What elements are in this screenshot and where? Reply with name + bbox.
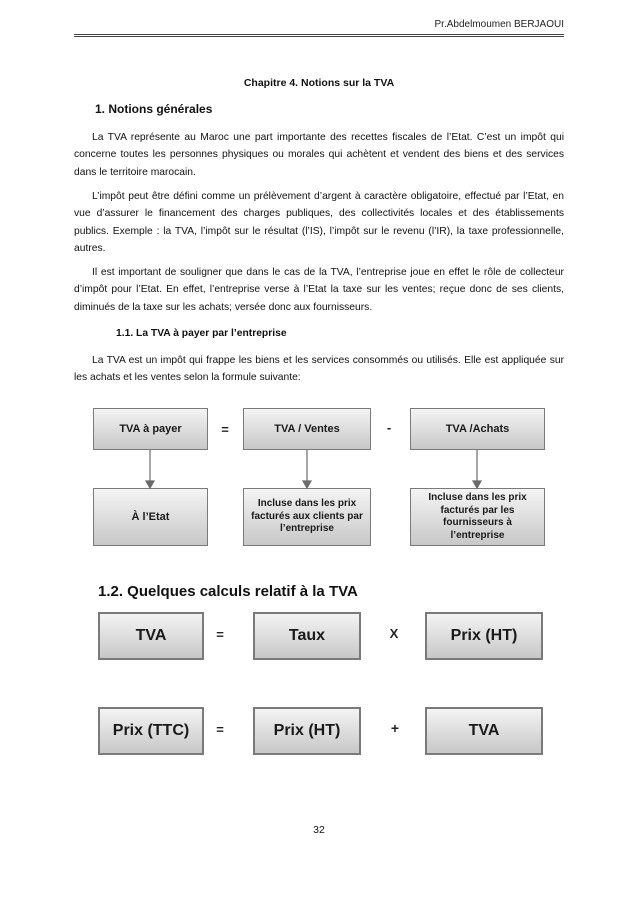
box-prix-ht: Prix (HT) <box>425 612 543 660</box>
box-prix-ht: Prix (HT) <box>253 707 361 755</box>
page-number: 32 <box>313 824 325 836</box>
box-tva-achats: TVA /Achats <box>410 408 545 450</box>
header-rule <box>74 34 564 37</box>
calc-section-title: 1.2. Quelques calculs relatif à la TVA <box>98 583 358 600</box>
minus-sign: - <box>386 420 392 435</box>
subsection-title: 1.1. La TVA à payer par l’entreprise <box>116 328 287 339</box>
equals-sign: = <box>216 627 224 642</box>
paragraph-intro: La TVA représente au Maroc une part importante des recettes fiscales de l’Etat. C’est un impôt qui concerne toutes les personnes physiques ou morales qui achètent et vendent des biens et des services dans le territoire marocain. <box>74 132 564 178</box>
box-tva: TVA <box>98 612 204 660</box>
multiply-sign: X <box>389 626 399 641</box>
box-prix-ttc: Prix (TTC) <box>98 707 204 755</box>
box-taux: Taux <box>253 612 361 660</box>
box-incluse-clients: Incluse dans les prix facturés aux clients par l’entreprise <box>243 488 371 546</box>
header-author: Pr.Abdelmoumen BERJAOUI <box>434 19 564 30</box>
box-tva: TVA <box>425 707 543 755</box>
plus-sign: + <box>390 720 400 736</box>
box-tva-ventes: TVA / Ventes <box>243 408 371 450</box>
box-incluse-fournisseurs: Incluse dans les prix facturés par les fournisseurs à l’entreprise <box>410 488 545 546</box>
equals-sign: = <box>216 722 224 737</box>
paragraph-formule: La TVA est un impôt qui frappe les biens et les services consommés ou utilisés. Elle est appliquée sur les achats et les ventes selon la formule suivante: <box>74 355 564 384</box>
box-a-l-etat: À l’Etat <box>93 488 208 546</box>
equals-sign: = <box>221 422 229 437</box>
paragraph-impot-definition: L’impôt peut être défini comme un prélèvement d’argent à caractère obligatoire, effectué par l’Etat, en vue d’assurer le financement des charges publiques, des collectivités locales et des établissements publics. Exemple : la TVA, l’impôt sur le résultat (l’IS), l’impôt sur le revenu (l’IR), la taxe professionnelle, autres. <box>74 191 564 255</box>
section-title: 1. Notions générales <box>95 102 213 116</box>
box-tva-a-payer: TVA à payer <box>93 408 208 450</box>
chapter-title: Chapitre 4. Notions sur la TVA <box>243 77 395 89</box>
paragraph-collecteur: Il est important de souligner que dans le cas de la TVA, l’entreprise joue en effet le rôle de collecteur d’impôt pour l’Etat. En effet, l’entreprise verse à l’Etat la taxe sur les ventes; reçue donc de ses clients, diminués de la taxe sur les achats; versée donc aux fournisseurs. <box>74 267 564 313</box>
